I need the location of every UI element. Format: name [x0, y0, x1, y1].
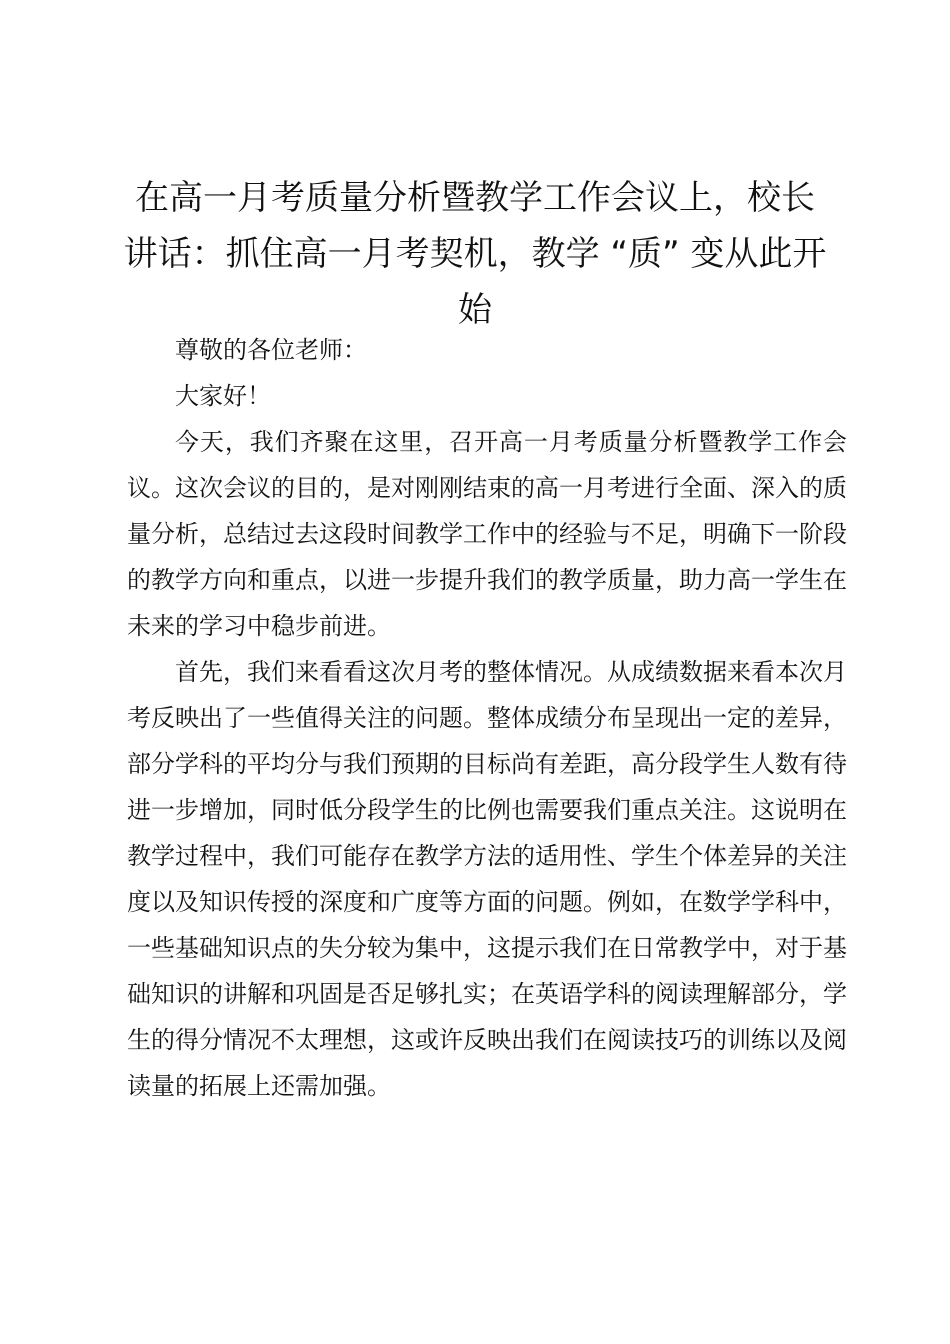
document-title: 在高一月考质量分析暨教学工作会议上，校长讲话：抓住高一月考契机，教学 “质” 变从此开始 — [123, 178, 827, 330]
greeting: 大家好！ — [175, 382, 271, 410]
body-paragraph: 今天，我们齐聚在这里，召开高一月考质量分析暨教学工作会议。这次会议的目的，是对刚刚结束的高一月考进行全面、深入的质量分析，总结过去这段时间教学工作中的经验与不足，明确下一阶段的教学方向和重点，以进一步提升我们的教学质量，助力高一学生在未来的学习中稳步前进。 — [127, 428, 847, 640]
salutation: 尊敬的各位老师： — [175, 336, 367, 364]
body-paragraph: 首先，我们来看看这次月考的整体情况。从成绩数据来看本次月考反映出了一些值得关注的问题。整体成绩分布呈现出一定的差异，部分学科的平均分与我们预期的目标尚有差距，高分段学生人数有待进一步增加，同时低分段学生的比例也需要我们重点关注。这说明在教学过程中，我们可能存在教学方法的适用性、学生个体差异的关注度以及知识传授的深度和广度等方面的问题。例如，在数学学科中，一些基础知识点的失分较为集中，这提示我们在日常教学中，对于基础知识的讲解和巩固是否足够扎实；在英语学科的阅读理解部分，学生的得分情况不太理想，这或许反映出我们在阅读技巧的训练以及阅读量的拓展上还需加强。 — [127, 658, 847, 1100]
document-body — [127, 327, 847, 1109]
